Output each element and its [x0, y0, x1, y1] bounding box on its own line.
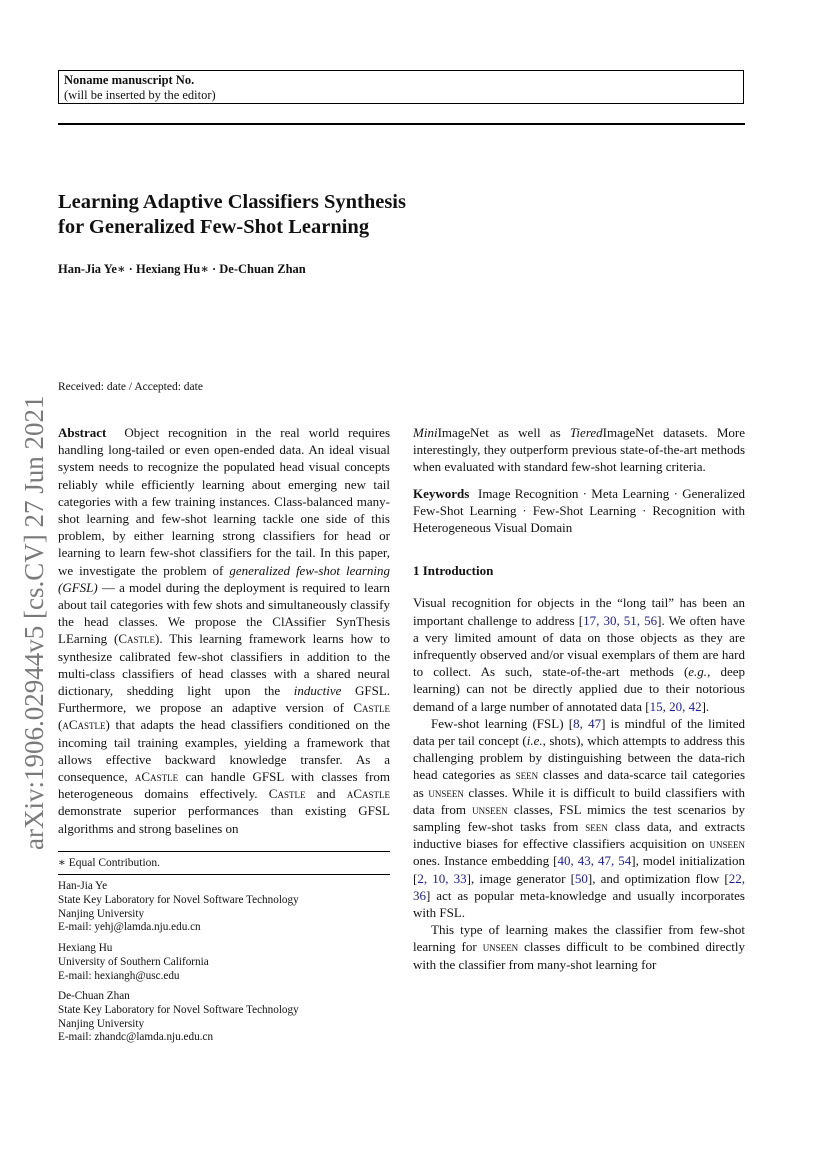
citation-link[interactable]: 17, 30, 51, 56 — [583, 612, 658, 628]
affiliation-line: University of Southern California — [58, 955, 209, 968]
paper-title — [58, 190, 406, 240]
manuscript-number: Noname manuscript No. — [64, 73, 195, 87]
intro-paragraph-2: Few-shot learning (FSL) [8, 47] is mindful of the limited data per tail concept (i.e., shots), which attempts to address this challenging problem by distinguishing between the data-rich head categories as seen classes and data-scarce tail categories as unseen classes. While it is difficult to build classifiers with data from unseen classes, FSL mimics the test scenarios by sampling few-shot tasks from seen class data, and extracts inductive biases for effective classifiers acquisition on unseen ones. Instance embedding [40, 43, 47, 54], model initialization [2, 10, 33], image generator [50], and optimization flow [22, 36] act as popular meta-knowledge and usually incorporates with FSL. — [413, 715, 746, 921]
manuscript-header-box — [58, 70, 744, 104]
arxiv-identifier: arXiv:1906.02944v5 [cs.CV] 27 Jun 2021 — [19, 395, 49, 850]
right-column — [413, 424, 745, 973]
affiliation-name: Hexiang Hu — [58, 942, 113, 954]
citation-link[interactable]: 15, 20, 42 — [649, 698, 702, 714]
received-date: Received: date / Accepted: date — [58, 381, 203, 393]
email-link[interactable]: E-mail: yehj@lamda.nju.edu.cn — [58, 921, 201, 934]
affiliation-block — [58, 990, 299, 1045]
editor-note: (will be inserted by the editor) — [64, 88, 216, 102]
keywords-paragraph: Keywords Image Recognition · Meta Learning · Generalized Few-Shot Learning · Few-Shot Learning · Recognition with Heterogeneous Visual Domain — [413, 485, 746, 536]
citation-link[interactable]: 50 — [574, 870, 588, 886]
affiliation-name: Han-Jia Ye — [58, 880, 108, 892]
citation-link[interactable]: 2, 10, 33 — [417, 870, 467, 886]
title-line-2: for Generalized Few-Shot Learning — [58, 216, 370, 238]
intro-paragraph-1: Visual recognition for objects in the “long tail” has been an important challenge to address [17, 30, 51, 56]. We often have a very limited amount of data on those objects as they are infrequently observed and/or visual exemplars of them are hard to collect. As such, state-of-the-art methods (e.g., deep learning) can not be directly applied due to their notorious demand of a large number of annotated data [15, 20, 42]. — [413, 595, 745, 714]
abstract-paragraph: Abstract Object recognition in the real world requires handling long-tailed or even open-ended data. An ideal visual system needs to recognize the populated head visual concepts reliably while efficiently learning about emerging new tail categories with a few training instances. Class-balanced many-shot learning and few-shot learning tackle one side of this problem, by either learning strong classifiers for head or learning to learn few-shot classifiers for the tail. In this paper, we investigate the problem of generalized few-shot learning (GFSL) — a model during the deployment is required to learn about tail categories with few shots and simultaneously classify the head classes. We propose the ClAssifier SynThesis LEarning (Castle). This learning framework learns how to synthesize calibrated few-shot classifiers in addition to the multi-class classifiers of head classes with a shared neural dictionary, shedding light upon the inductive GFSL. Furthermore, we propose an adaptive version of Castle (aCastle) that adapts the head classifiers conditioned on the incoming tail training examples, yielding a framework that allows effective backward knowledge transfer. As a consequence, aCastle can handle GFSL with classes from heterogeneous domains effectively. Castle and aCastle demonstrate superior performances than existing GFSL algorithms and strong baselines on — [58, 425, 391, 836]
affiliation-block — [58, 880, 299, 935]
citation-link[interactable]: 22, 36 — [413, 870, 746, 903]
title-line-1: Learning Adaptive Classifiers Synthesis — [58, 191, 406, 213]
equal-contribution-footnote: ∗ Equal Contribution. — [58, 857, 161, 869]
affiliation-name: De-Chuan Zhan — [58, 990, 130, 1002]
keywords-label: Keywords — [413, 485, 470, 501]
author-list: Han-Jia Ye∗ · Hexiang Hu∗ · De-Chuan Zhan — [58, 262, 306, 276]
email-link[interactable]: E-mail: zhandc@lamda.nju.edu.cn — [58, 1031, 214, 1044]
footnote-rule — [58, 851, 390, 852]
affiliation-block — [58, 942, 209, 983]
affiliation-line: State Key Laboratory for Novel Software Technology — [58, 893, 299, 906]
header-rule — [58, 123, 745, 125]
citation-link[interactable]: 8, 47 — [573, 715, 602, 731]
abstract-column — [58, 424, 390, 837]
affiliation-line: Nanjing University — [58, 907, 145, 920]
section-heading-introduction: 1 Introduction — [413, 563, 494, 579]
abstract-label: Abstract — [58, 425, 107, 440]
email-link[interactable]: E-mail: hexiangh@usc.edu — [58, 969, 180, 982]
affiliation-line: State Key Laboratory for Novel Software Technology — [58, 1003, 299, 1016]
affiliation-line: Nanjing University — [58, 1017, 145, 1030]
intro-paragraph-3: This type of learning makes the classifier from few-shot learning for unseen classes difficult to be combined directly with the classifier from many-shot learning for — [413, 922, 746, 972]
affiliation-rule — [58, 874, 390, 875]
citation-link[interactable]: 40, 43, 47, 54 — [557, 853, 632, 869]
abstract-continuation: MiniImageNet as well as TieredImageNet datasets. More interestingly, they outperform previous state-of-the-art methods when evaluated with standard few-shot learning criteria. — [413, 425, 746, 475]
